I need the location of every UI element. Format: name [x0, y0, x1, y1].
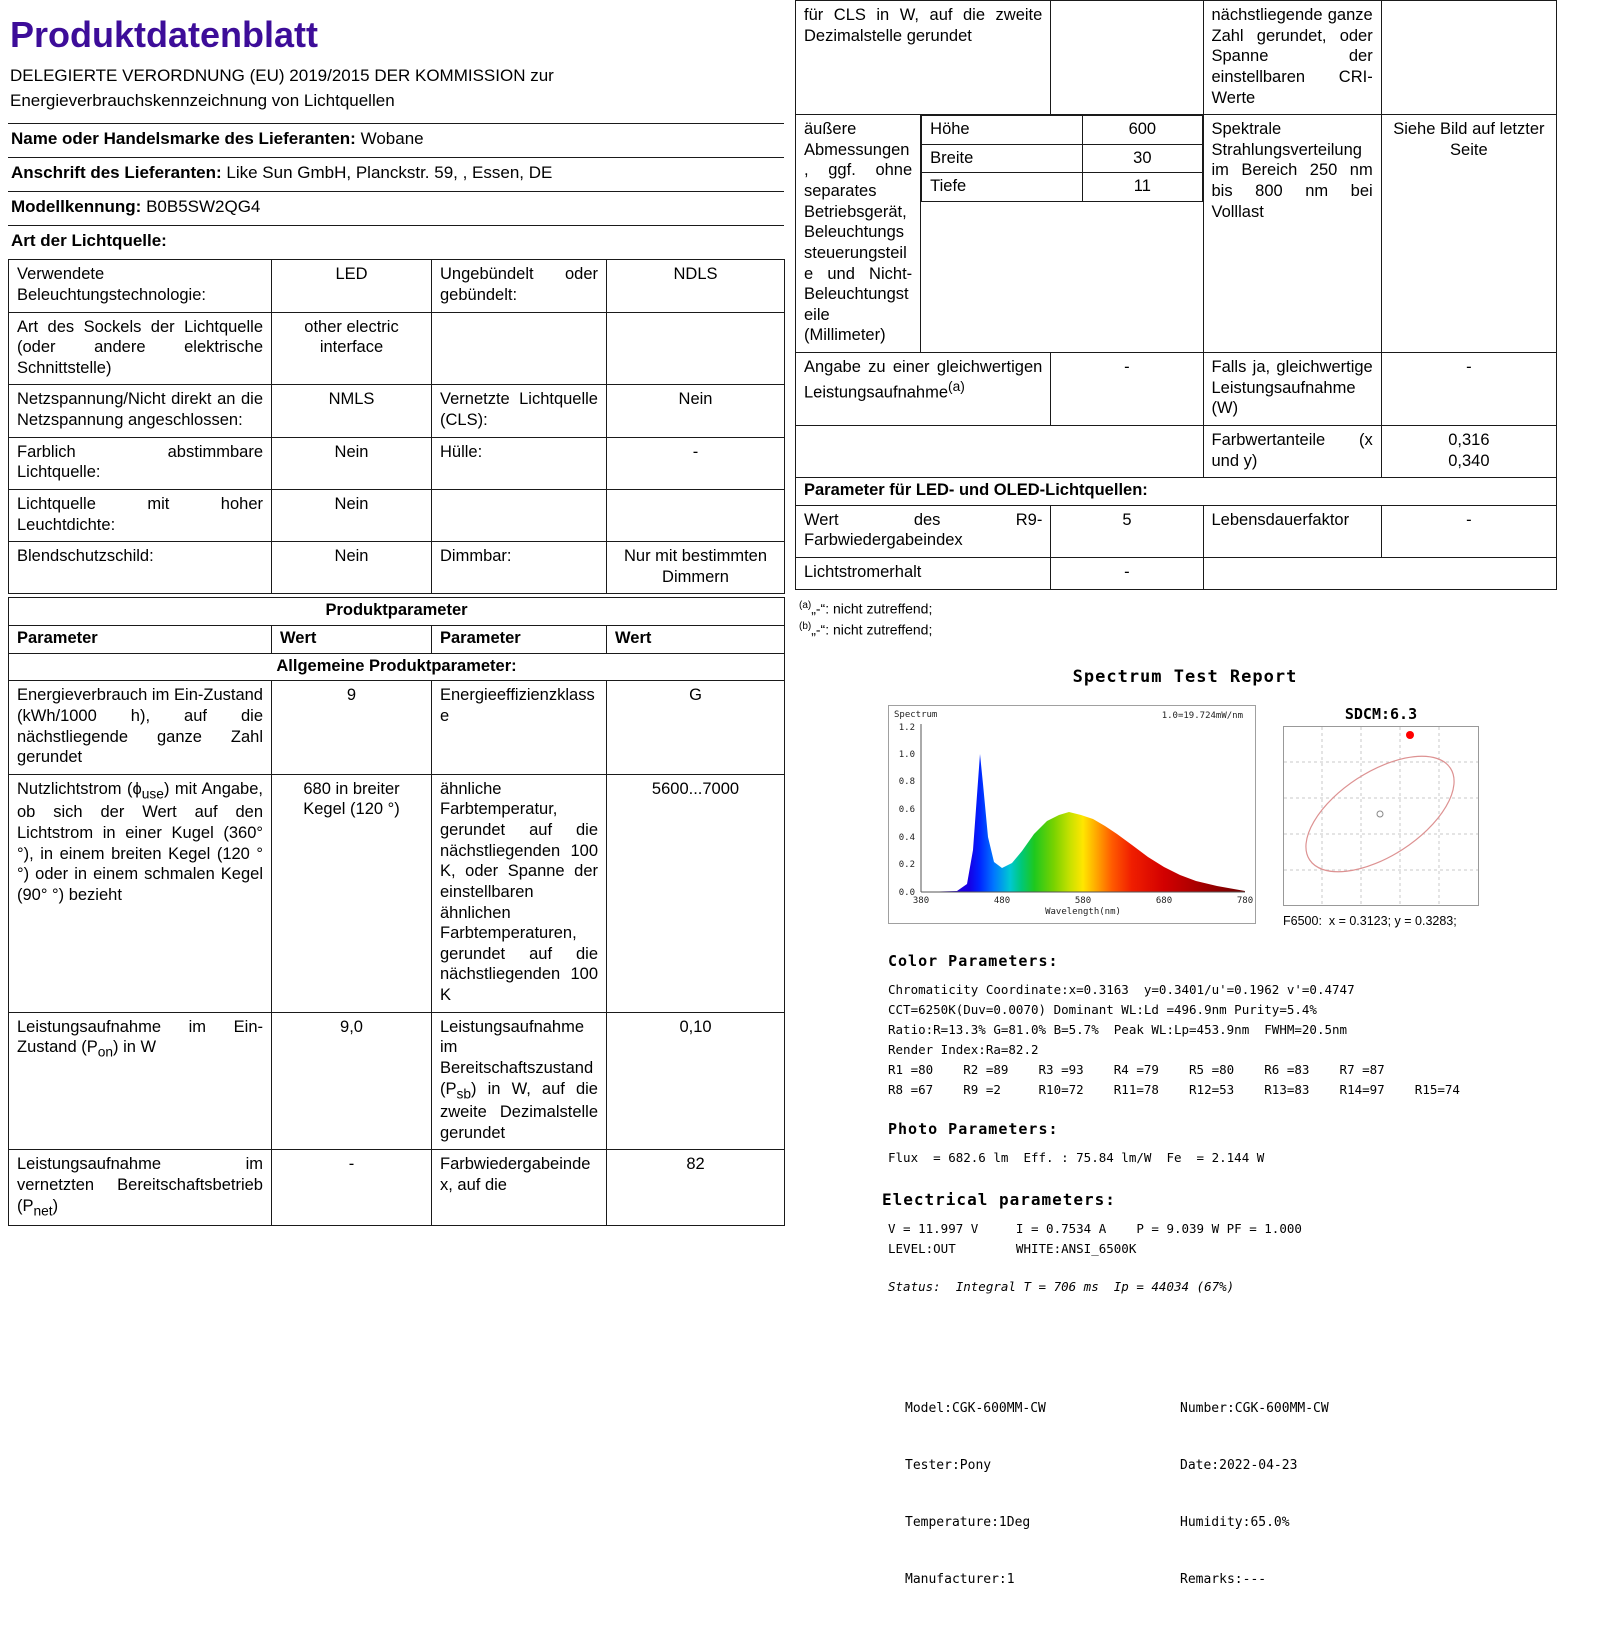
report-footer	[905, 1361, 1557, 1627]
table-row	[9, 1012, 785, 1150]
chart-corner-label: Spectrum	[894, 709, 938, 720]
param-value: NMLS	[272, 385, 432, 437]
param-label: Falls ja, gleichwertige Leistungsaufnahme (W)	[1203, 353, 1381, 426]
y-tick-label: 0.0	[898, 887, 915, 898]
dimension-value: 11	[1083, 173, 1202, 202]
color-param-line: R1 =80 R2 =89 R3 =93 R4 =79 R5 =80 R6 =83 R7 =87	[888, 1061, 1385, 1077]
y-tick-label: 0.4	[898, 832, 915, 843]
table-row	[9, 489, 785, 541]
footer-manufacturer: Manufacturer:1	[905, 1571, 1015, 1587]
x-tick-label: 780	[1236, 895, 1254, 906]
param-label: Ungebündelt oder gebündelt:	[432, 260, 607, 312]
param-value	[1381, 1, 1556, 115]
param-label: Lichtquelle mit hoher Leuchtdichte:	[9, 489, 272, 541]
led-oled-section-heading: Parameter für LED- und OLED-Lichtquellen:	[796, 478, 1557, 506]
x-tick-label: 480	[993, 895, 1011, 906]
supplier-name-row	[8, 123, 784, 157]
y-tick-label: 1.2	[898, 722, 915, 733]
param-value: NDLS	[607, 260, 785, 312]
supplier-name-value: Wobane	[360, 129, 424, 149]
electrical-param-line: V = 11.997 V I = 0.7534 A P = 9.039 W PF = 1.000	[888, 1220, 1302, 1236]
param-value	[1051, 1, 1203, 115]
param-value: Siehe Bild auf letzter Seite	[1381, 115, 1556, 353]
param-value: Nein	[607, 385, 785, 437]
footer-number: Number:CGK-600MM-CW	[1180, 1400, 1329, 1416]
color-param-line: Ratio:R=13.3% G=81.0% B=5.7% Peak WL:Lp=453.9nm FWHM=20.5nm	[888, 1021, 1348, 1037]
footer-date: Date:2022-04-23	[1180, 1457, 1298, 1473]
model-id-value: B0B5SW2QG4	[146, 197, 261, 217]
footnotes	[799, 598, 1557, 641]
param-value: 5	[1051, 505, 1203, 557]
param-value: Nein	[272, 437, 432, 489]
param-label: Leistungsaufnahme im Ein-Zustand $(P_{on})$ in W	[9, 1012, 272, 1150]
table-row	[922, 144, 1202, 173]
param-label: Blendschutzschild:	[9, 542, 272, 594]
param-value	[607, 489, 785, 541]
param-value: 9	[272, 681, 432, 775]
param-value: -	[1051, 353, 1203, 426]
x-tick-label: 580	[1074, 895, 1092, 906]
param-label: Leistungsaufnahme im vernetzten Bereitschaftsbetrieb $(P_{net})$	[9, 1150, 272, 1226]
param-label: Lebensdauerfaktor	[1203, 505, 1381, 557]
param-value: Nur mit bestimmten Dimmern	[607, 542, 785, 594]
light-source-type-heading-row	[8, 225, 784, 259]
param-label: ähnliche Farbtemperatur, gerundet auf die nächstliegenden 100 K, oder Spanne der einstellbaren ähnlichen Farbtemperaturen, gerundet auf die nächstliegenden 100 K	[432, 774, 607, 1012]
parameters-table-continued	[795, 0, 1557, 590]
supplier-address-label: Anschrift des Lieferanten:	[11, 163, 222, 183]
param-label: Spektrale Strahlungsverteilung im Bereich 250 nm bis 800 nm bei Volllast	[1203, 115, 1381, 353]
spectrum-report-title: Spectrum Test Report	[1072, 666, 1298, 687]
param-label: Vernetzte Lichtquelle (CLS):	[432, 385, 607, 437]
param-value: 0,10	[607, 1012, 785, 1150]
photo-param-line: Flux = 682.6 lm Eff. : 75.84 lm/W Fe = 2.144 W	[888, 1149, 1265, 1165]
param-label: Energieeffizienzklasse	[432, 681, 607, 775]
param-label: Farbwiedergabeindex, auf die	[432, 1150, 607, 1226]
param-label: für CLS in W, auf die zweite Dezimalstelle gerundet	[796, 1, 1051, 115]
x-tick-label: 680	[1155, 895, 1173, 906]
general-parameters-heading: Allgemeine Produktparameter:	[9, 653, 785, 681]
color-param-line: R8 =67 R9 =2 R10=72 R11=78 R12=53 R13=83 R14=97 R15=74	[888, 1081, 1460, 1097]
scale-label: 1.0=19.724mW/nm	[1161, 710, 1243, 721]
param-value: 5600...7000	[607, 774, 785, 1012]
table-row	[9, 437, 785, 489]
color-parameters-heading: Color Parameters:	[888, 951, 1059, 970]
y-tick-label: 0.2	[898, 859, 915, 870]
param-value	[607, 312, 785, 385]
datasheet-right-column	[795, 0, 1557, 1627]
table-row	[922, 116, 1202, 145]
param-label: Energieverbrauch im Ein-Zustand (kWh/1000 h), auf die nächstliegende ganze Zahl gerundet	[9, 681, 272, 775]
model-id-label: Modellkennung:	[11, 197, 142, 217]
table-row	[9, 653, 785, 681]
column-header: Parameter	[432, 626, 607, 654]
color-param-line: Chromaticity Coordinate:x=0.3163 y=0.3401/u'=0.1962 v'=0.4747	[888, 981, 1355, 997]
param-value: 9,0	[272, 1012, 432, 1150]
table-row	[796, 558, 1557, 590]
sdcm-measured-point	[1406, 731, 1414, 739]
param-value: other electric interface	[272, 312, 432, 385]
electrical-parameters-heading: Electrical parameters:	[882, 1189, 1116, 1209]
footer-model: Model:CGK-600MM-CW	[905, 1400, 1046, 1416]
dimension-label: Breite	[922, 144, 1083, 173]
x-axis-label: Wavelength(nm)	[1045, 906, 1121, 917]
report-footer-right	[1180, 1361, 1329, 1627]
footer-tester: Tester:Pony	[905, 1457, 992, 1473]
dimensions-cell	[921, 115, 1203, 353]
sdcm-caption: F6500: x = 0.3123; y = 0.3283;	[1283, 913, 1457, 928]
product-parameters-heading: Produktparameter	[9, 598, 785, 626]
param-label: Wert des R9-Farbwiedergabeindex	[796, 505, 1051, 557]
table-row	[9, 681, 785, 775]
param-label: Netzspannung/Nicht direkt an die Netzspannung angeschlossen:	[9, 385, 272, 437]
spectrum-curve	[921, 754, 1245, 892]
charts-row	[888, 705, 1557, 928]
param-label: Farblich abstimmbare Lichtquelle:	[9, 437, 272, 489]
supplier-address-row	[8, 157, 784, 191]
sdcm-value-label: SDCM:6.3	[1344, 704, 1418, 723]
table-row	[9, 542, 785, 594]
y-tick-label: 1.0	[898, 749, 915, 760]
footnote-b: $^{(b)}$„-“: nicht zutreffend;	[799, 621, 933, 638]
regulation-subtitle	[10, 64, 784, 113]
dimension-label: Höhe	[922, 116, 1083, 145]
param-label: Farbwertanteile (x und y)	[1203, 425, 1381, 477]
param-value: 0,316 0,340	[1381, 425, 1556, 477]
param-label: Art des Sockels der Lichtquelle (oder andere elektrische Schnittstelle)	[9, 312, 272, 385]
empty-cell	[1203, 558, 1557, 590]
sdcm-chart	[1283, 705, 1479, 928]
electrical-param-line: LEVEL:OUT WHITE:ANSI_6500K	[888, 1240, 1137, 1256]
status-line: Status: Integral T = 706 ms Ip = 44034 (67%)	[888, 1278, 1235, 1294]
column-header: Wert	[607, 626, 785, 654]
table-row	[796, 478, 1557, 506]
table-row	[9, 598, 785, 626]
param-value: G	[607, 681, 785, 775]
param-value: Nein	[272, 542, 432, 594]
footer-temperature: Temperature:1Deg	[905, 1514, 1031, 1530]
table-row	[9, 260, 785, 312]
dimensions-table	[921, 115, 1202, 202]
param-label: Hülle:	[432, 437, 607, 489]
footer-humidity: Humidity:65.0%	[1180, 1514, 1290, 1530]
supplier-name-label: Name oder Handelsmarke des Lieferanten:	[11, 129, 356, 149]
table-row	[796, 353, 1557, 426]
measurement-report	[882, 951, 1557, 1297]
param-label: Lichtstromerhalt	[796, 558, 1051, 590]
dimension-value: 600	[1083, 116, 1202, 145]
x-tick-label: 380	[912, 895, 930, 906]
color-param-line: CCT=6250K(Duv=0.0070) Dominant WL:Ld =496.9nm Purity=5.4%	[888, 1001, 1317, 1017]
light-source-type-heading: Art der Lichtquelle:	[11, 231, 167, 251]
sdcm-frame	[1284, 726, 1479, 905]
footnote-a: $^{(a)}$„-“: nicht zutreffend;	[799, 599, 933, 617]
supplier-address-value: Like Sun GmbH, Planckstr. 59, , Essen, DE	[226, 163, 553, 183]
footer-remarks: Remarks:---	[1180, 1571, 1267, 1587]
param-label: nächstliegende ganze Zahl gerundet, oder Spanne der einstellbaren CRI-Werte	[1203, 1, 1381, 115]
sdcm-plot	[1283, 726, 1479, 906]
param-value: -	[1051, 558, 1203, 590]
y-tick-label: 0.8	[898, 776, 915, 787]
column-header: Wert	[272, 626, 432, 654]
param-value: 680 in breiter Kegel (120 °)	[272, 774, 432, 1012]
table-row	[9, 774, 785, 1012]
empty-cell	[796, 425, 1204, 477]
datasheet-left-column	[8, 12, 784, 1226]
param-label	[432, 489, 607, 541]
table-row	[922, 173, 1202, 202]
param-value: LED	[272, 260, 432, 312]
param-label: Angabe zu einer gleichwertigen Leistungsaufnahme$^{(a)}$	[796, 353, 1051, 426]
param-value: -	[1381, 353, 1556, 426]
param-value: -	[272, 1150, 432, 1226]
param-label: Verwendete Beleuchtungstechnologie:	[9, 260, 272, 312]
table-row	[9, 1150, 785, 1226]
param-value: -	[607, 437, 785, 489]
table-row	[9, 385, 785, 437]
product-parameters-table	[8, 597, 785, 1226]
table-row	[796, 505, 1557, 557]
param-value: -	[1381, 505, 1556, 557]
table-row	[796, 425, 1557, 477]
param-label: Leistungsaufnahme im Bereitschaftszustand $(P_{sb})$ in W, auf die zweite Dezimalstelle gerundet	[432, 1012, 607, 1150]
table-row	[796, 115, 1557, 353]
light-source-type-table	[8, 259, 785, 594]
model-id-row	[8, 191, 784, 225]
param-value: Nein	[272, 489, 432, 541]
dimension-label: Tiefe	[922, 173, 1083, 202]
dimension-value: 30	[1083, 144, 1202, 173]
subtitle-line-1: DELEGIERTE VERORDNUNG (EU) 2019/2015 DER KOMMISSION zur	[10, 66, 554, 85]
color-param-line: Render Index:Ra=82.2	[888, 1041, 1039, 1057]
spectrum-plot	[889, 706, 1255, 918]
param-value: 82	[607, 1150, 785, 1226]
table-row	[9, 312, 785, 385]
param-label: äußere Abmessungen, ggf. ohne separates Betriebsgerät, Beleuchtungssteuerungsteile und Nicht-Beleuchtungsteile (Millimeter)	[796, 115, 921, 353]
photo-parameters-heading: Photo Parameters:	[888, 1119, 1059, 1138]
param-label: Nutzlichtstrom $(\phi_{use})$ mit Angabe, ob sich der Wert auf den Lichtstrom in einer Kugel (360° °), in einem breiten Kegel (120 °°) oder in einem schmalen Kegel (90° °) bezieht	[9, 774, 272, 1012]
spectrum-chart	[888, 705, 1256, 924]
table-row	[796, 1, 1557, 115]
subtitle-line-2: Energieverbrauchskennzeichnung von Lichtquellen	[10, 90, 395, 110]
page-title: Produktdatenblatt	[10, 14, 319, 55]
report-footer-left	[905, 1361, 1180, 1627]
y-tick-label: 0.6	[898, 804, 915, 815]
column-header: Parameter	[9, 626, 272, 654]
param-label: Dimmbar:	[432, 542, 607, 594]
param-label	[432, 312, 607, 385]
table-row	[9, 626, 785, 654]
